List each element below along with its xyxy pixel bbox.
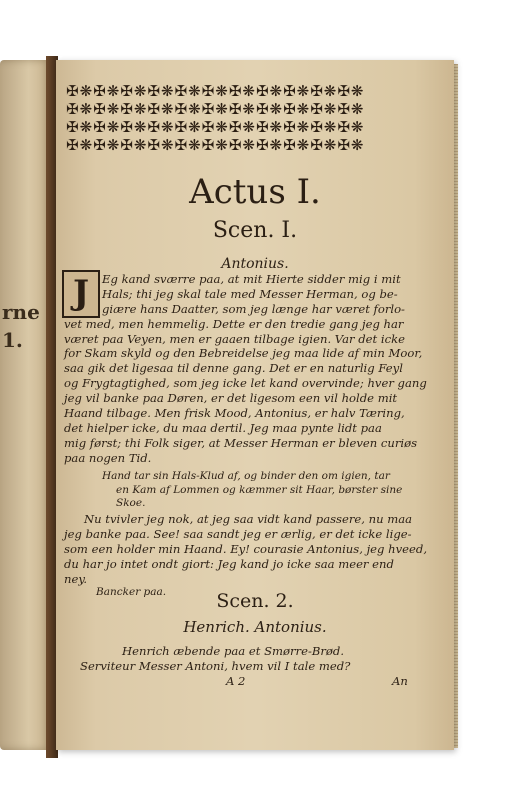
ornament-row: ✠❋✠❋✠❋✠❋✠❋✠❋✠❋✠❋✠❋✠❋✠❋ [66, 136, 365, 154]
scene-2-title: Scen. 2. [216, 590, 294, 612]
scene-1-title: Scen. I. [212, 218, 298, 243]
paragraph-line: du har jo intet ondt giort: Jeg kand jo icke saa meer end [64, 556, 394, 571]
paragraph-line: det hielper icke, du maa dertil. Jeg maa pynte lidt paa [64, 420, 382, 435]
paragraph-line: været paa Veyen, men er gaaen tilbage igien. Var det icke [64, 331, 405, 346]
paragraph-line: som een holder min Haand. Ey! courasie Antonius, jeg hveed, [64, 541, 428, 556]
paragraph-line: Haand tilbage. Men frisk Mood, Antonius, er halv Tæring, [64, 406, 405, 421]
paragraph-2 [64, 512, 428, 586]
ornament-row: ✠❋✠❋✠❋✠❋✠❋✠❋✠❋✠❋✠❋✠❋✠❋ [66, 118, 365, 136]
dialogue-line: Serviteur Messer Antoni, hvem vil I tale med? [80, 659, 351, 673]
ornament-row: ✠❋✠❋✠❋✠❋✠❋✠❋✠❋✠❋✠❋✠❋✠❋ [66, 82, 365, 100]
left-page-fragment: 1. [2, 328, 23, 352]
catchword: An [392, 674, 408, 688]
paragraph-line: ney. [64, 571, 88, 586]
scene-1-speaker: Antonius. [221, 256, 289, 272]
paragraph-line: giære hans Daatter, som jeg længe har været forlo- [102, 301, 405, 316]
stage-direction-2: Bancker paa. [96, 586, 167, 598]
book [0, 48, 470, 764]
paragraph-line: Hals; thi jeg skal tale med Messer Herman, og be- [102, 286, 398, 301]
paragraph-1 [64, 272, 427, 466]
left-page-fragment: rne [2, 300, 40, 324]
scene-2-characters: Henrich. Antonius. [183, 618, 327, 636]
paragraph-line: saa gik det ligesaa til denne gang. Det er en naturlig Feyl [64, 361, 403, 376]
paragraph-line: vet med, men hemmelig. Dette er den tredie gang jeg har [64, 316, 404, 331]
page-signature: A 2 [226, 674, 246, 688]
stage-line: Hand tar sin Hals-Klud af, og binder den om igien, tar [102, 470, 390, 482]
stage-line: Skoe. [116, 497, 146, 510]
paragraph-line: Nu tvivler jeg nok, at jeg saa vidt kand passere, nu maa [84, 512, 413, 526]
paragraph-line: mig først; thi Folk siger, at Messer Herman er bleven curiøs [64, 435, 418, 450]
act-title: Actus I. [189, 172, 321, 212]
paragraph-line: Eg kand sværre paa, at mit Hierte sidder mig i mit [102, 272, 401, 286]
ornament-row: ✠❋✠❋✠❋✠❋✠❋✠❋✠❋✠❋✠❋✠❋✠❋ [66, 100, 365, 118]
paragraph-line: jeg banke paa. See! saa sandt jeg er ærlig, er det icke lige- [64, 526, 412, 541]
paragraph-line: og Frygtagtighed, som jeg icke let kand overvinde; hver gang [64, 376, 427, 391]
dropcap-initial: J [62, 270, 100, 318]
paragraph-line: for Skam skyld og den Bebreidelse jeg maa lide af min Moor, [64, 346, 423, 361]
left-page [0, 60, 52, 750]
ornament-band [66, 82, 410, 154]
stage-line: en Kam af Lommen og kæmmer sit Haar, børster sine [116, 483, 403, 496]
paragraph-line: paa nogen Tid. [64, 450, 152, 465]
right-page [56, 60, 454, 750]
stage-direction-1 [102, 470, 422, 511]
stage-direction-3: Henrich æbende paa et Smørre-Brød. [122, 644, 345, 658]
paragraph-line: jeg vil banke paa Døren, er det ligesom een vil holde mit [64, 391, 398, 406]
